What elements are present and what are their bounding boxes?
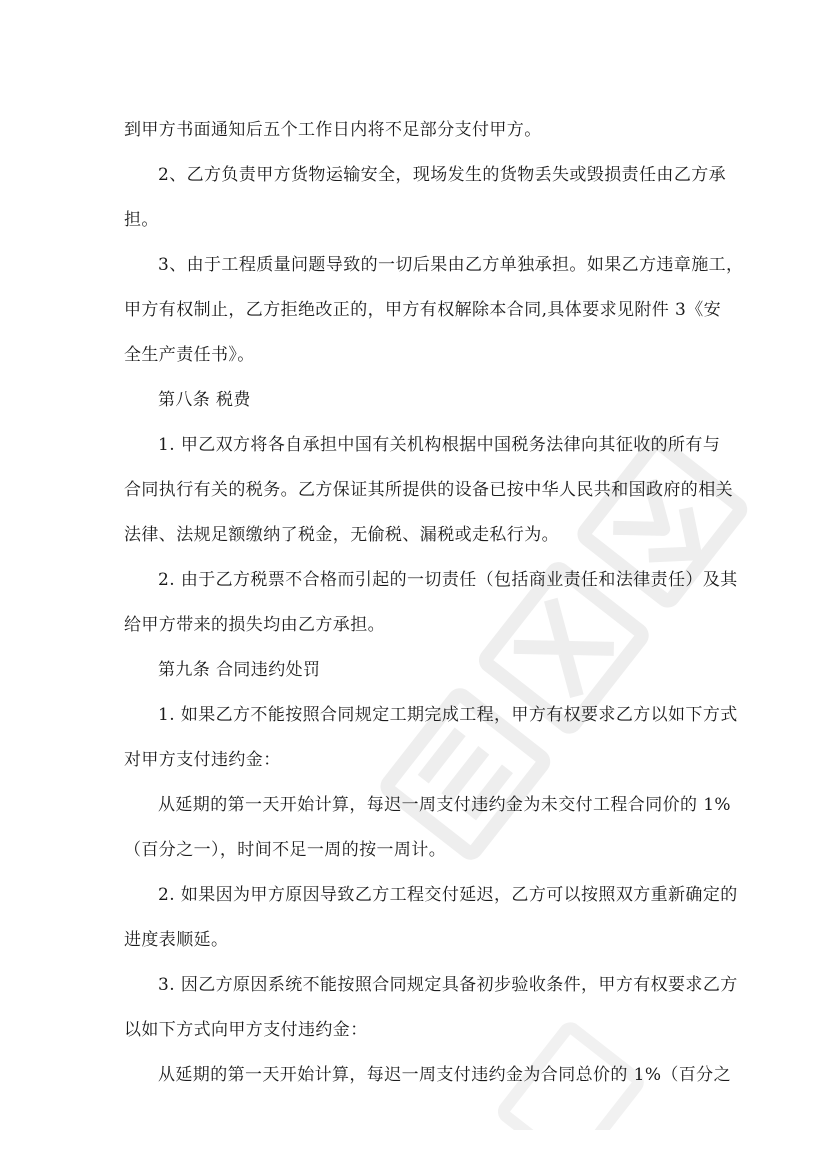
text-line: 从延期的第一天开始计算，每迟一周支付违约金为未交付工程合同价的 1%: [158, 795, 731, 815]
text-line: 3、由于工程质量问题导致的一切后果由乙方单独承担。如果乙方违章施工，: [158, 255, 744, 275]
text-line: 1. 甲乙双方将各自承担中国有关机构根据中国税务法律向其征收的所有与: [158, 435, 721, 455]
text-line: 第八条 税费: [158, 390, 251, 410]
text-line: 到甲方书面通知后五个工作日内将不足部分支付甲方。: [124, 120, 542, 140]
text-line: 甲方有权制止，乙方拒绝改正的，甲方有权解除本合同,具体要求见附件 3《安: [124, 300, 722, 320]
text-line: 第九条 合同违约处罚: [158, 660, 321, 680]
text-line: 3. 因乙方原因系统不能按照合同规定具备初步验收条件，甲方有权要求乙方: [158, 975, 738, 995]
text-line: 给甲方带来的损失均由乙方承担。: [124, 615, 385, 635]
text-line: 2. 如果因为甲方原因导致乙方工程交付延迟，乙方可以按照双方重新确定的: [158, 885, 738, 905]
text-line: 从延期的第一天开始计算，每迟一周支付违约金为合同总价的 1%（百分之: [158, 1065, 731, 1085]
document-body: [124, 108, 744, 1098]
text-line: 担。: [124, 210, 159, 230]
text-line: 对甲方支付违约金：: [124, 750, 281, 770]
text-line: 以如下方式向甲方支付违约金：: [124, 1020, 368, 1040]
text-line: 1. 如果乙方不能按照合同规定工期完成工程，甲方有权要求乙方以如下方式: [158, 705, 738, 725]
text-line: 合同执行有关的税务。乙方保证其所提供的设备已按中华人民共和国政府的相关: [124, 480, 733, 500]
text-line: 进度表顺延。: [124, 930, 229, 950]
text-line: 2. 由于乙方税票不合格而引起的一切责任（包括商业责任和法律责任）及其: [158, 570, 738, 590]
text-line: 2、乙方负责甲方货物运输安全，现场发生的货物丢失或毁损责任由乙方承: [158, 165, 727, 185]
text-line: 全生产责任书》。: [124, 345, 255, 365]
text-line: 法律、法规足额缴纳了税金，无偷税、漏税或走私行为。: [124, 525, 559, 545]
text-line: （百分之一），时间不足一周的按一周计。: [124, 840, 447, 860]
